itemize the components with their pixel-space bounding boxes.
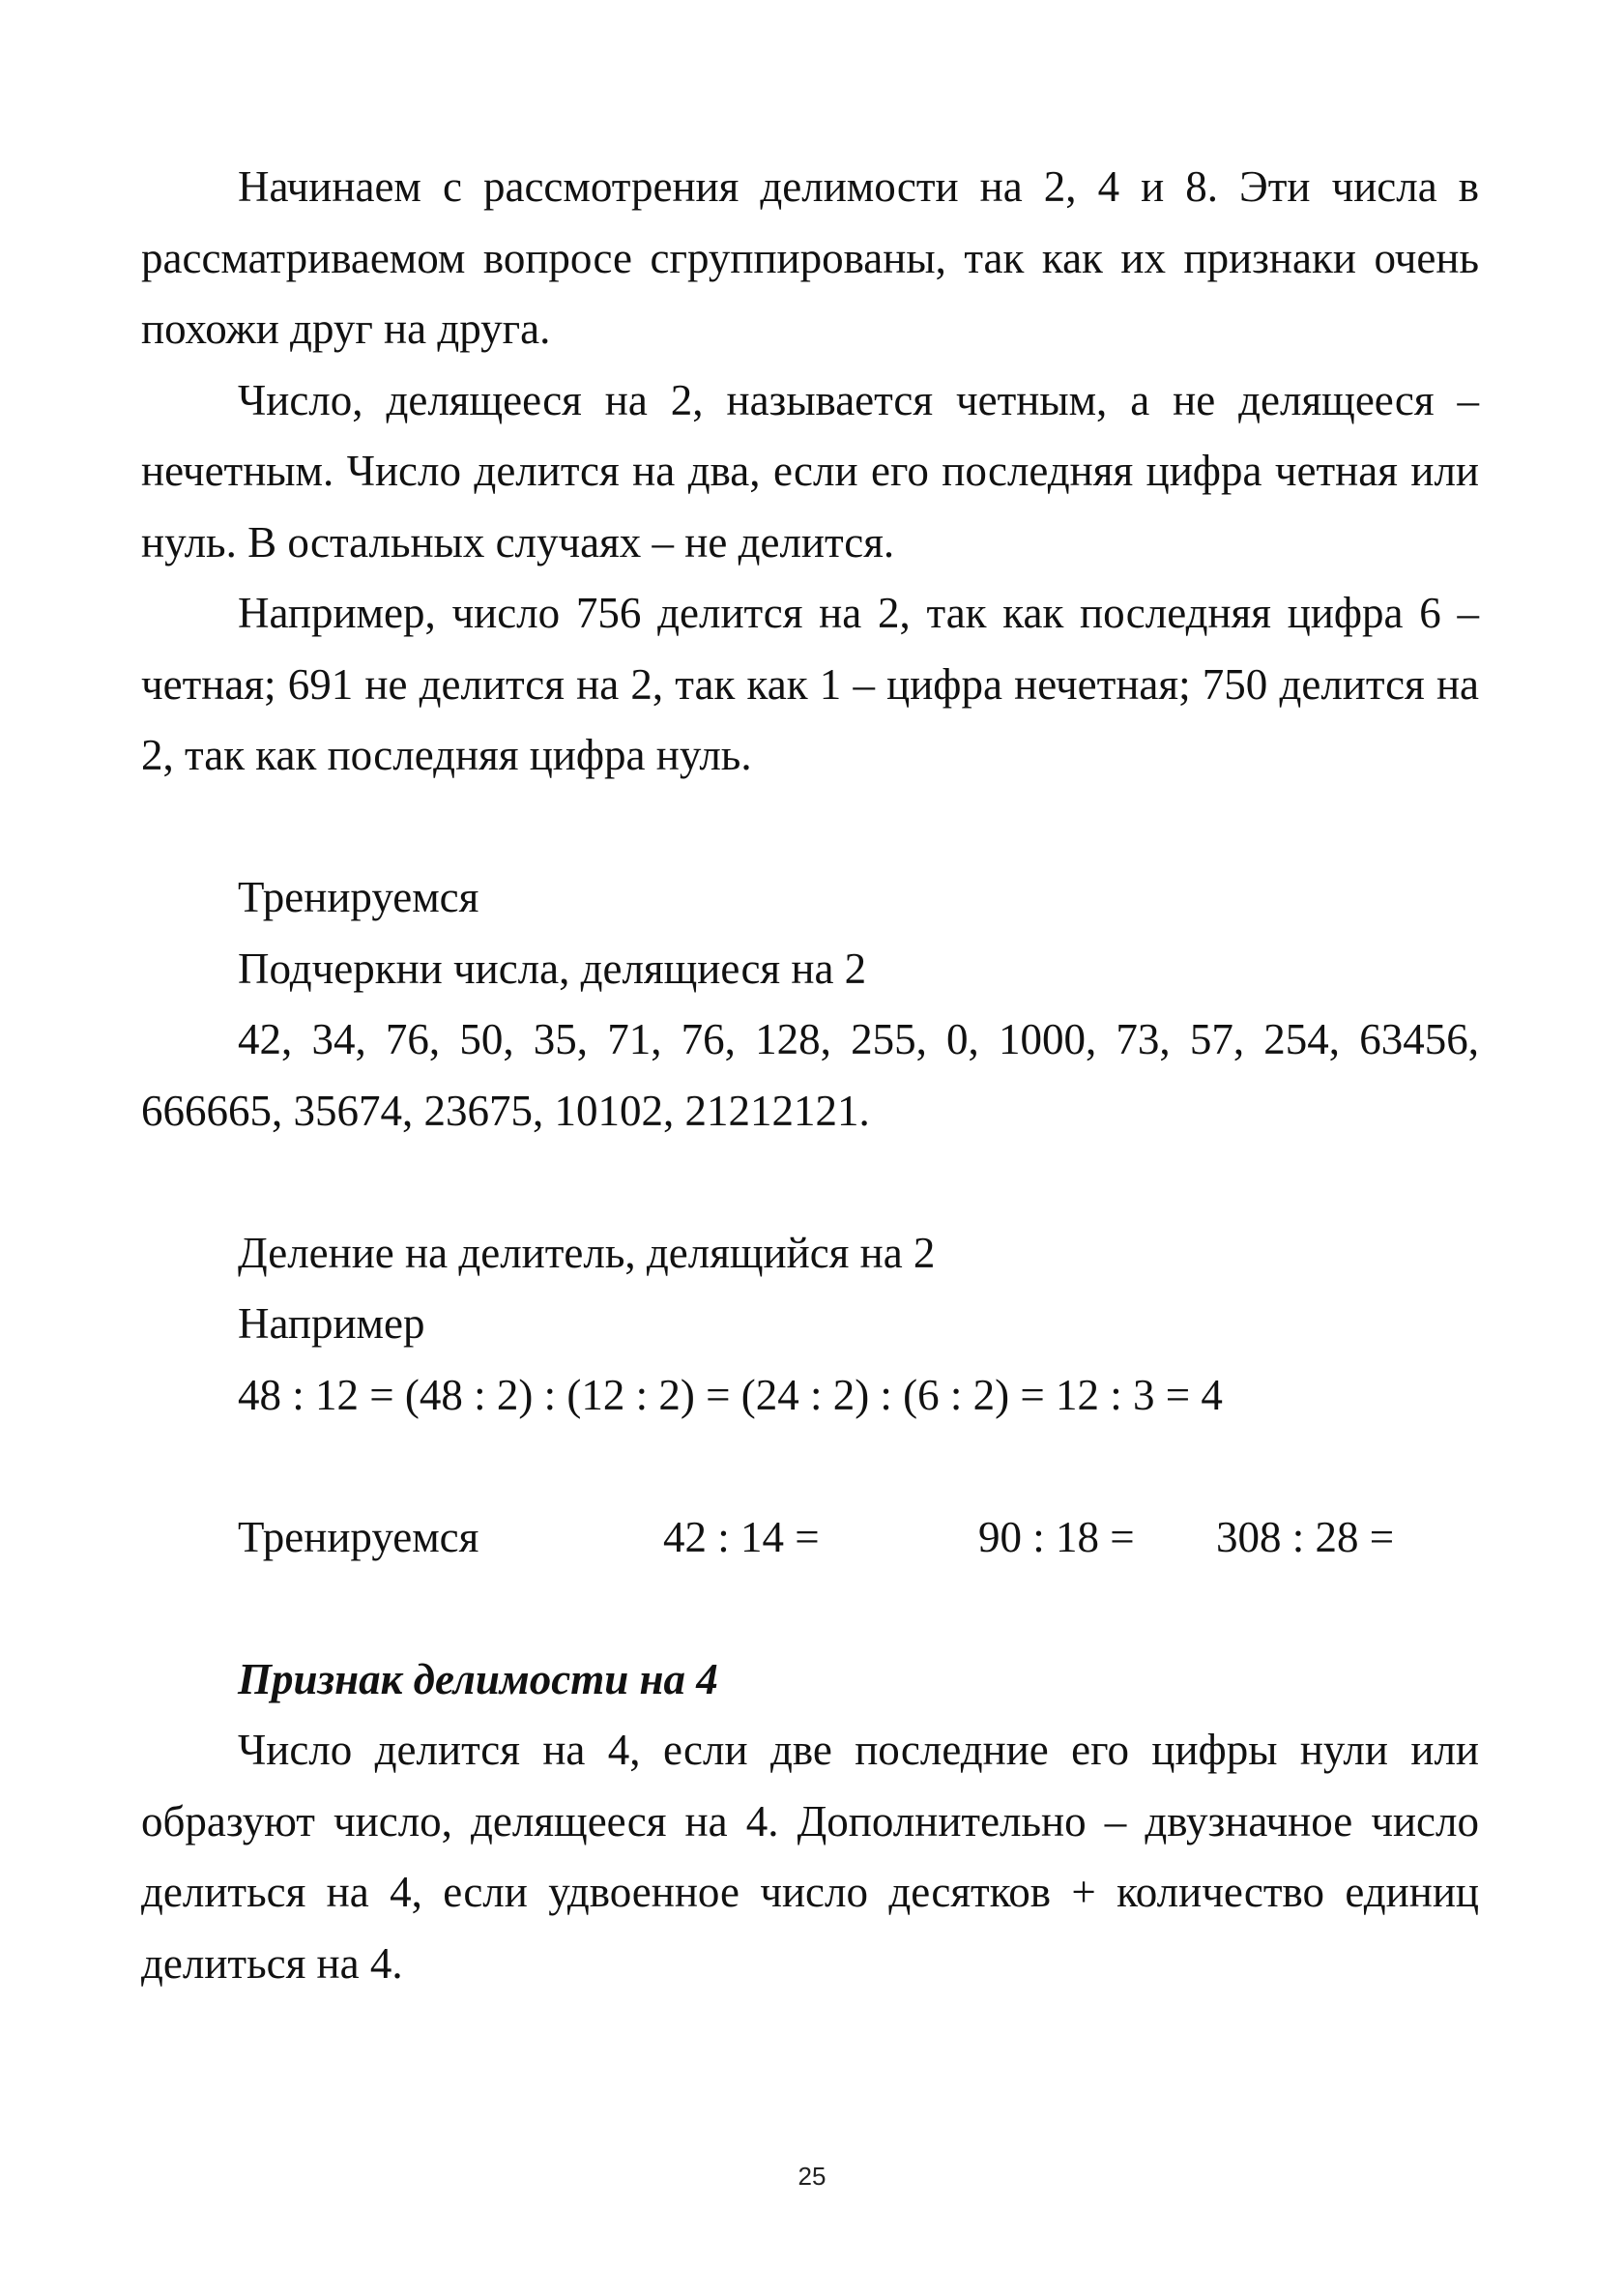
- even-definition-paragraph: Число, делящееся на 2, называется четным, а не делящееся – нечетным. Число делится на два, если его последняя цифра четная или нуль. В остальных случаях – не делится.: [141, 375, 1479, 567]
- practice-task: 90 : 18 =: [978, 1512, 1135, 1561]
- spacer: [141, 1147, 1479, 1218]
- spacer: [141, 792, 1479, 863]
- practice-tasks-title: Тренируемся: [238, 1512, 479, 1561]
- division-example-label: Например: [238, 1299, 425, 1348]
- practice-task: 308 : 28 =: [1216, 1512, 1395, 1561]
- rule4-heading: Признак делимости на 4: [238, 1654, 718, 1703]
- example-paragraph: Например, число 756 делится на 2, так как последняя цифра 6 – четная; 691 не делится на 2, так как 1 – цифра нечетная; 750 делится на 2, так как последняя цифра нуль.: [141, 589, 1479, 779]
- practice-task: 42 : 14 =: [663, 1512, 820, 1561]
- practice-numbers: 42, 34, 76, 50, 35, 71, 76, 128, 255, 0, 1000, 73, 57, 254, 63456, 666665, 35674, 23675, 10102, 21212121.: [141, 1015, 1479, 1135]
- spacer: [141, 1573, 1479, 1644]
- division-section-title: Деление на делитель, делящийся на 2: [238, 1228, 936, 1277]
- spacer: [141, 1431, 1479, 1502]
- intro-paragraph: Начинаем с рассмотрения делимости на 2, 4 и 8. Эти числа в рассматриваемом вопросе сгруппированы, так как их признаки очень похожи друг на друга.: [141, 162, 1479, 353]
- page-number: 25: [798, 2162, 826, 2191]
- rule4-text: Число делится на 4, если две последние его цифры нули или образуют число, делящееся на 4. Дополнительно – двузначное число делиться на 4, если удвоенное число десятков + количество единиц делиться на 4.: [141, 1726, 1479, 1988]
- practice-title: Тренируемся: [238, 873, 479, 921]
- page-body: [141, 152, 1479, 1999]
- practice-instruction: Подчеркни числа, делящиеся на 2: [238, 944, 867, 993]
- practice-tasks-row: [141, 1502, 1479, 1574]
- division-example-expression: 48 : 12 = (48 : 2) : (12 : 2) = (24 : 2) : (6 : 2) = 12 : 3 = 4: [238, 1370, 1223, 1419]
